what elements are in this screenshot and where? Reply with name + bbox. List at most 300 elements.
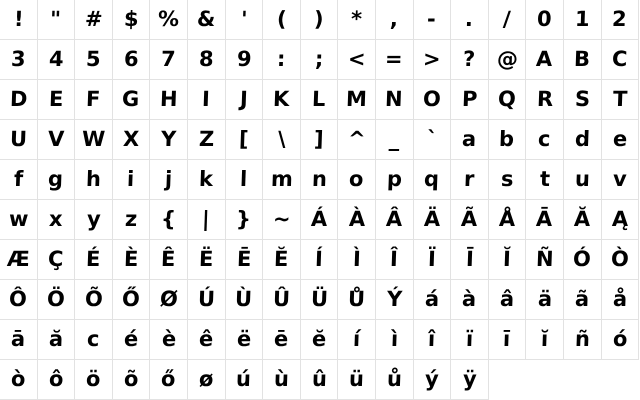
glyph-cell[interactable] [226,200,264,240]
glyph-cell[interactable] [113,80,151,120]
glyph-character: Ý [386,287,403,311]
glyph-character: K [272,87,291,111]
glyph-cell[interactable] [376,120,414,160]
glyph-cell[interactable] [301,240,339,280]
glyph-cell[interactable] [0,320,38,360]
glyph-cell[interactable] [75,0,113,40]
glyph-cell[interactable] [376,40,414,80]
glyph-cell[interactable] [0,200,38,240]
glyph-cell[interactable] [226,0,264,40]
glyph-character: 7 [160,47,177,71]
glyph-cell[interactable] [301,40,339,80]
glyph-cell[interactable] [451,40,489,80]
glyph-cell[interactable] [338,0,376,40]
glyph-cell[interactable] [526,80,564,120]
glyph-character: ÿ [462,367,477,391]
glyph-cell[interactable] [526,240,564,280]
glyph-character: 6 [123,47,139,71]
glyph-character: J [239,87,249,111]
glyph-character: Ï [427,247,437,271]
glyph-character: Ö [46,287,66,311]
glyph-cell[interactable] [226,40,264,80]
glyph-cell[interactable] [414,320,452,360]
glyph-character: Æ [6,247,31,271]
glyph-cell[interactable] [526,160,564,200]
glyph-cell[interactable] [113,320,151,360]
glyph-cell[interactable] [526,120,564,160]
glyph-cell[interactable] [489,40,527,80]
glyph-character: Ó [572,247,592,271]
glyph-character: * [350,7,363,31]
glyph-cell[interactable] [564,160,602,200]
glyph-character: Í [314,247,324,271]
glyph-character: 8 [198,47,215,71]
glyph-cell[interactable] [263,0,301,40]
glyph-cell[interactable] [376,320,414,360]
glyph-cell[interactable] [188,320,226,360]
glyph-cell[interactable] [226,280,264,320]
glyph-character: 2 [612,7,628,31]
glyph-character: Y [160,127,177,151]
glyph-character: z [124,207,138,231]
glyph-cell[interactable] [338,280,376,320]
glyph-character: ĕ [311,327,327,351]
glyph-character: ē [273,327,290,351]
glyph-cell[interactable] [564,280,602,320]
glyph-cell[interactable] [188,200,226,240]
glyph-cell[interactable] [338,200,376,240]
glyph-cell[interactable] [376,160,414,200]
glyph-cell[interactable] [113,120,151,160]
glyph-character: Ç [47,247,65,271]
glyph-cell[interactable] [526,200,564,240]
glyph-character: È [123,247,139,271]
glyph-character: i [127,167,136,191]
glyph-character: ^ [347,127,366,151]
glyph-cell[interactable] [489,280,527,320]
glyph-cell[interactable] [376,200,414,240]
glyph-cell[interactable] [451,360,489,400]
glyph-cell[interactable] [38,40,76,80]
glyph-character: C [611,47,628,71]
glyph-cell[interactable] [376,80,414,120]
glyph-character: ă [48,327,64,351]
glyph-cell[interactable] [564,320,602,360]
glyph-cell[interactable] [75,280,113,320]
glyph-cell[interactable] [602,280,640,320]
glyph-character: I [201,87,211,111]
glyph-cell[interactable] [564,40,602,80]
glyph-character: î [427,327,436,351]
glyph-character: y [86,207,101,231]
glyph-character: ) [313,7,325,31]
glyph-character: í [352,327,361,351]
glyph-cell[interactable] [489,320,527,360]
glyph-cell[interactable] [602,120,640,160]
glyph-character: c [537,127,552,151]
glyph-character: ø [198,367,214,391]
glyph-character: Ä [423,207,441,231]
glyph-cell[interactable] [188,120,226,160]
glyph-character: Ā [536,207,554,231]
glyph-cell[interactable] [113,160,151,200]
glyph-cell[interactable] [263,240,301,280]
glyph-cell[interactable] [113,360,151,400]
glyph-cell[interactable] [150,320,188,360]
glyph-character: é [123,327,139,351]
glyph-character: ô [48,367,64,391]
glyph-cell[interactable] [451,200,489,240]
glyph-cell[interactable] [0,0,38,40]
glyph-cell[interactable] [451,80,489,120]
glyph-character: c [86,327,101,351]
glyph-character: ó [612,327,628,351]
glyph-character: è [161,327,177,351]
glyph-cell[interactable] [38,320,76,360]
glyph-cell[interactable] [602,160,640,200]
glyph-cell[interactable] [451,280,489,320]
glyph-character: a [461,127,477,151]
glyph-character: " [50,7,62,31]
glyph-cell[interactable] [38,280,76,320]
glyph-character: | [202,207,211,231]
glyph-cell[interactable] [226,120,264,160]
glyph-cell[interactable] [113,40,151,80]
glyph-character: ā [10,327,26,351]
glyph-cell[interactable] [38,240,76,280]
glyph-cell[interactable] [0,40,38,80]
glyph-character: Ő [121,287,141,311]
glyph-cell[interactable] [113,0,151,40]
glyph-cell[interactable] [602,240,640,280]
glyph-cell[interactable] [301,0,339,40]
glyph-cell[interactable] [301,160,339,200]
glyph-cell[interactable] [75,120,113,160]
glyph-cell[interactable] [75,160,113,200]
glyph-character: < [347,47,366,71]
glyph-cell[interactable] [414,120,452,160]
glyph-character: x [48,207,64,231]
glyph-cell[interactable] [188,280,226,320]
glyph-character: ī [503,327,512,351]
glyph-cell[interactable] [301,280,339,320]
glyph-cell[interactable] [414,280,452,320]
glyph-character: ö [85,367,102,391]
glyph-character: & [196,7,216,31]
glyph-cell[interactable] [489,200,527,240]
glyph-character: D [9,87,28,111]
glyph-character: u [574,167,591,191]
glyph-character: B [573,47,591,71]
glyph-character: q [423,167,440,191]
glyph-cell[interactable] [0,80,38,120]
glyph-character: ] [313,127,325,151]
glyph-character: H [159,87,178,111]
glyph-cell[interactable] [526,0,564,40]
glyph-character: d [574,127,591,151]
glyph-cell[interactable] [0,240,38,280]
glyph-cell[interactable] [150,280,188,320]
glyph-character: Ò [610,247,630,271]
glyph-character: O [422,87,442,111]
glyph-cell[interactable] [414,360,452,400]
glyph-character: N [385,87,404,111]
glyph-character: S [574,87,591,111]
glyph-cell[interactable] [338,120,376,160]
glyph-cell[interactable] [150,160,188,200]
glyph-character: Ê [161,247,177,271]
glyph-cell[interactable] [226,80,264,120]
glyph-character: 5 [85,47,102,71]
glyph-cell[interactable] [150,120,188,160]
glyph-character: k [198,167,214,191]
glyph-character: Ô [8,287,28,311]
glyph-cell[interactable] [150,40,188,80]
glyph-character: X [122,127,140,151]
glyph-character: ù [273,367,290,391]
glyph-cell[interactable] [226,160,264,200]
glyph-cell[interactable] [226,320,264,360]
glyph-character: m [270,167,293,191]
glyph-character: ñ [574,327,591,351]
glyph-character: 1 [574,7,590,31]
glyph-cell[interactable] [188,360,226,400]
glyph-character: ë [236,327,252,351]
glyph-character: 4 [48,47,64,71]
glyph-cell[interactable] [38,0,76,40]
glyph-cell[interactable] [263,40,301,80]
glyph-cell[interactable] [113,240,151,280]
glyph-cell[interactable] [75,40,113,80]
glyph-cell[interactable] [489,240,527,280]
glyph-character: Ñ [535,247,554,271]
glyph-cell[interactable] [564,0,602,40]
glyph-character: G [122,87,141,111]
glyph-character: Ą [611,207,629,231]
glyph-cell-empty [564,360,602,400]
glyph-character: Ø [159,287,179,311]
glyph-character: ( [276,7,287,31]
glyph-character: û [311,367,327,391]
glyph-cell[interactable] [526,40,564,80]
glyph-character: $ [123,7,139,31]
glyph-cell[interactable] [150,360,188,400]
glyph-character: L [311,87,327,111]
glyph-cell[interactable] [38,360,76,400]
glyph-cell[interactable] [263,200,301,240]
glyph-character: Ī [465,247,474,271]
glyph-cell[interactable] [564,80,602,120]
glyph-cell[interactable] [489,120,527,160]
glyph-cell[interactable] [564,240,602,280]
glyph-cell[interactable] [0,120,38,160]
glyph-cell[interactable] [188,80,226,120]
glyph-character: p [386,167,403,191]
glyph-cell[interactable] [188,40,226,80]
glyph-cell[interactable] [376,0,414,40]
glyph-character: ý [424,367,440,391]
glyph-cell[interactable] [489,0,527,40]
glyph-cell[interactable] [188,160,226,200]
glyph-character: Â [385,207,403,231]
glyph-cell[interactable] [338,40,376,80]
glyph-cell[interactable] [263,280,301,320]
glyph-cell[interactable] [75,80,113,120]
glyph-character: V [47,127,65,151]
glyph-cell[interactable] [338,160,376,200]
glyph-cell[interactable] [451,120,489,160]
glyph-cell-empty [489,360,527,400]
glyph-cell[interactable] [414,0,452,40]
glyph-cell[interactable] [188,0,226,40]
glyph-character: / [502,7,512,31]
glyph-cell[interactable] [338,360,376,400]
glyph-character: ï [465,327,474,351]
glyph-character: ĭ [540,327,549,351]
glyph-character: õ [123,367,139,391]
glyph-character: j [164,167,173,191]
glyph-cell[interactable] [38,120,76,160]
glyph-cell[interactable] [301,120,339,160]
glyph-cell[interactable] [414,80,452,120]
glyph-cell[interactable] [526,320,564,360]
glyph-cell[interactable] [564,200,602,240]
glyph-cell[interactable] [263,160,301,200]
glyph-character: # [84,7,103,31]
glyph-cell[interactable] [338,320,376,360]
glyph-cell[interactable] [38,160,76,200]
glyph-cell[interactable] [376,280,414,320]
glyph-cell[interactable] [150,80,188,120]
glyph-cell[interactable] [113,280,151,320]
glyph-character: Q [497,87,517,111]
glyph-cell[interactable] [150,200,188,240]
glyph-character: â [499,287,515,311]
glyph-character: ! [13,7,24,31]
glyph-cell[interactable] [338,240,376,280]
glyph-cell[interactable] [414,200,452,240]
glyph-character: g [47,167,64,191]
glyph-character: ő [161,367,177,391]
glyph-cell[interactable] [301,360,339,400]
glyph-character: Ì [352,247,361,271]
glyph-character: e [612,127,628,151]
glyph-cell[interactable] [602,0,640,40]
glyph-cell[interactable] [263,320,301,360]
glyph-cell[interactable] [602,40,640,80]
glyph-cell[interactable] [602,200,640,240]
glyph-character: Ĭ [502,247,512,271]
glyph-cell[interactable] [0,160,38,200]
glyph-cell[interactable] [376,240,414,280]
glyph-cell[interactable] [602,320,640,360]
glyph-cell[interactable] [301,320,339,360]
glyph-character: ã [574,287,590,311]
glyph-character: R [536,87,554,111]
glyph-character: Å [498,207,516,231]
glyph-character: } [235,207,252,231]
glyph-character: w [8,207,29,231]
glyph-character: ì [390,327,399,351]
glyph-character: á [424,287,440,311]
glyph-character: F [85,87,102,111]
glyph-cell[interactable] [150,240,188,280]
glyph-character: - [427,7,437,31]
glyph-character: \ [277,127,286,151]
glyph-cell[interactable] [75,360,113,400]
glyph-character: n [311,167,327,191]
glyph-cell[interactable] [263,120,301,160]
glyph-cell[interactable] [451,320,489,360]
glyph-character: = [385,47,404,71]
glyph-character: o [349,167,365,191]
glyph-cell[interactable] [0,280,38,320]
glyph-character: ú [235,367,252,391]
glyph-cell[interactable] [75,200,113,240]
glyph-character: ò [10,367,26,391]
glyph-cell[interactable] [188,240,226,280]
glyph-character: b [499,127,515,151]
glyph-cell[interactable] [263,80,301,120]
glyph-cell[interactable] [338,80,376,120]
glyph-cell[interactable] [263,360,301,400]
glyph-cell[interactable] [564,120,602,160]
glyph-cell[interactable] [38,80,76,120]
glyph-character: 3 [10,47,27,71]
glyph-cell[interactable] [451,240,489,280]
glyph-character: r [463,167,476,191]
glyph-character: 9 [236,47,252,71]
glyph-character: { [160,207,177,231]
glyph-cell[interactable] [414,160,452,200]
glyph-cell[interactable] [150,0,188,40]
glyph-character: Á [310,207,328,231]
glyph-cell[interactable] [451,160,489,200]
glyph-cell[interactable] [226,240,264,280]
glyph-cell[interactable] [526,280,564,320]
glyph-cell[interactable] [602,80,640,120]
glyph-character: å [612,287,628,311]
glyph-character: Û [272,287,291,311]
glyph-cell[interactable] [376,360,414,400]
glyph-cell[interactable] [75,240,113,280]
glyph-character: Ĕ [273,247,290,271]
glyph-cell[interactable] [414,40,452,80]
glyph-character: Ã [460,207,478,231]
glyph-character: W [81,127,106,151]
glyph-character: À [348,207,366,231]
glyph-character: Ů [347,287,366,311]
glyph-cell[interactable] [301,200,339,240]
glyph-character: ü [348,367,365,391]
glyph-character: Ú [197,287,216,311]
glyph-cell[interactable] [301,80,339,120]
glyph-cell[interactable] [489,160,527,200]
glyph-cell[interactable] [38,200,76,240]
glyph-character: ~ [272,207,291,231]
glyph-cell[interactable] [414,240,452,280]
glyph-cell-empty [602,360,640,400]
glyph-character: ê [198,327,214,351]
glyph-cell[interactable] [75,320,113,360]
glyph-cell[interactable] [489,80,527,120]
glyph-character: Õ [84,287,103,311]
glyph-cell[interactable] [113,200,151,240]
glyph-character: E [48,87,64,111]
glyph-cell[interactable] [0,360,38,400]
glyph-cell[interactable] [451,0,489,40]
glyph-cell[interactable] [226,360,264,400]
